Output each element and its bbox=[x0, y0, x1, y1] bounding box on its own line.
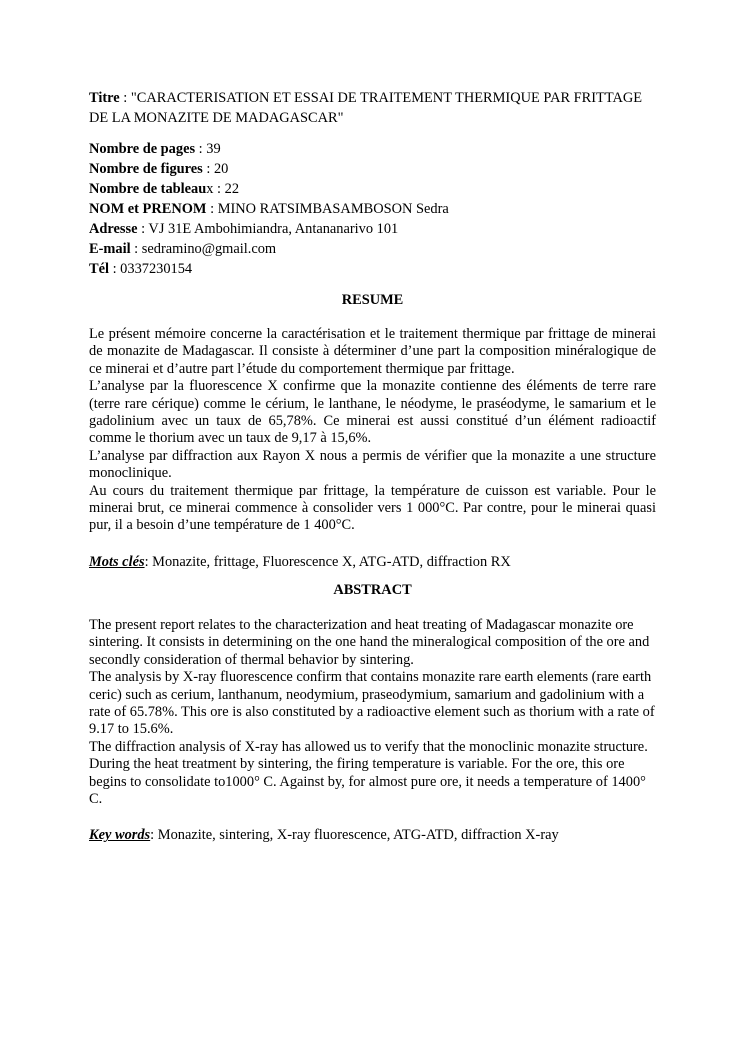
mots-cles-text: : Monazite, frittage, Fluorescence X, ATG-ATD, diffraction RX bbox=[144, 553, 511, 570]
meta-label: E-mail bbox=[89, 241, 131, 257]
abstract-paragraph: The analysis by X-ray fluorescence confirm that contains monazite rare earth elements (rare earth ceric) such as cerium, lanthanum, neodymium, praseodymium, samarium and gadolinium with a rate of 65.78%. This ore is also constituted by a radioactive element such as thorium with a rate of 9.17 to 15.6%. bbox=[89, 669, 655, 738]
thesis-title bbox=[89, 88, 656, 128]
abstract-body bbox=[89, 617, 656, 808]
abstract-heading: ABSTRACT bbox=[333, 581, 412, 598]
meta-tables bbox=[89, 179, 656, 199]
meta-name bbox=[89, 199, 656, 219]
meta-phone bbox=[89, 259, 656, 279]
meta-label: NOM et PRENOM bbox=[89, 201, 207, 217]
meta-value: : sedramino@gmail.com bbox=[130, 241, 277, 257]
abstract-paragraph: During the heat treatment by sintering, the firing temperature is variable. For the ore, this ore begins to consolidate to1000° C. Against by, for almost pure ore, it needs a temperature of 1400° C. bbox=[89, 756, 646, 807]
mots-cles-label: Mots clés bbox=[89, 553, 145, 570]
meta-label: Nombre de figures bbox=[89, 161, 203, 177]
meta-address bbox=[89, 219, 656, 239]
meta-figures bbox=[89, 159, 656, 179]
abstract-paragraph: The present report relates to the characterization and heat treating of Madagascar monazite ore sintering. It consists in determining on the one hand the mineralogical composition of the ore and secondly consideration of thermal behavior by sintering. bbox=[89, 616, 650, 668]
key-words-text: : Monazite, sintering, X-ray fluorescence, ATG-ATD, diffraction X-ray bbox=[150, 827, 559, 844]
meta-label: Adresse bbox=[89, 221, 138, 237]
resume-heading: RESUME bbox=[341, 292, 404, 308]
mots-cles-line bbox=[89, 552, 656, 572]
meta-label: Nombre de pages bbox=[89, 141, 196, 157]
meta-label: Tél bbox=[89, 261, 109, 277]
meta-pages bbox=[89, 139, 656, 159]
resume-body bbox=[89, 326, 656, 535]
title-label: Titre bbox=[89, 90, 120, 106]
meta-value: : 20 bbox=[202, 161, 229, 177]
meta-value: : 39 bbox=[195, 141, 221, 157]
meta-value: : MINO RATSIMBASAMBOSON Sedra bbox=[206, 201, 449, 217]
resume-paragraph: L’analyse par la fluorescence X confirme que la monazite contienne des éléments de terre rare (terre rare cérique) comme le cérium, le lanthane, le néodyme, le praséodyme, le samarium et le gadolinium avec un taux de 65,78%. Ce minerai est aussi constitué d’un élément radioactif comme le thorium avec un taux de 9,17 à 15,6%. bbox=[89, 378, 656, 447]
resume-paragraph: L’analyse par diffraction aux Rayon X nous a permis de vérifier que la monazite a une structure monoclinique. bbox=[89, 447, 656, 482]
meta-email bbox=[89, 239, 656, 259]
abstract-paragraph: The diffraction analysis of X-ray has allowed us to verify that the monoclinic monazite structure. bbox=[89, 738, 648, 755]
title-text: : "CARACTERISATION ET ESSAI DE TRAITEMENT THERMIQUE PAR FRITTAGE DE LA MONAZITE DE MADAGASCAR" bbox=[89, 90, 643, 126]
meta-value: : VJ 31E Ambohimiandra, Antananarivo 101 bbox=[137, 221, 399, 237]
document-page bbox=[89, 88, 656, 845]
resume-paragraph: Au cours du traitement thermique par frittage, la température de cuisson est variable. Pour le minerai brut, ce minerai commence à consolider vers 1 000°C. Par contre, pour le minerai quasi pur, il a besoin d’une température de 1 400°C. bbox=[89, 482, 656, 534]
meta-label: Nombre de tableau bbox=[89, 181, 207, 197]
metadata-block bbox=[89, 139, 656, 279]
key-words-label: Key words bbox=[89, 827, 151, 844]
key-words-line bbox=[89, 825, 656, 845]
resume-paragraph: Le présent mémoire concerne la caractérisation et le traitement thermique par frittage de minerai de monazite de Madagascar. Il consiste à déterminer d’une part la composition minéralogique de ce minerai et d’autre part l’étude du comportement thermique par frittage. bbox=[89, 326, 656, 377]
meta-value: x : 22 bbox=[206, 181, 240, 197]
meta-value: : 0337230154 bbox=[108, 261, 193, 277]
